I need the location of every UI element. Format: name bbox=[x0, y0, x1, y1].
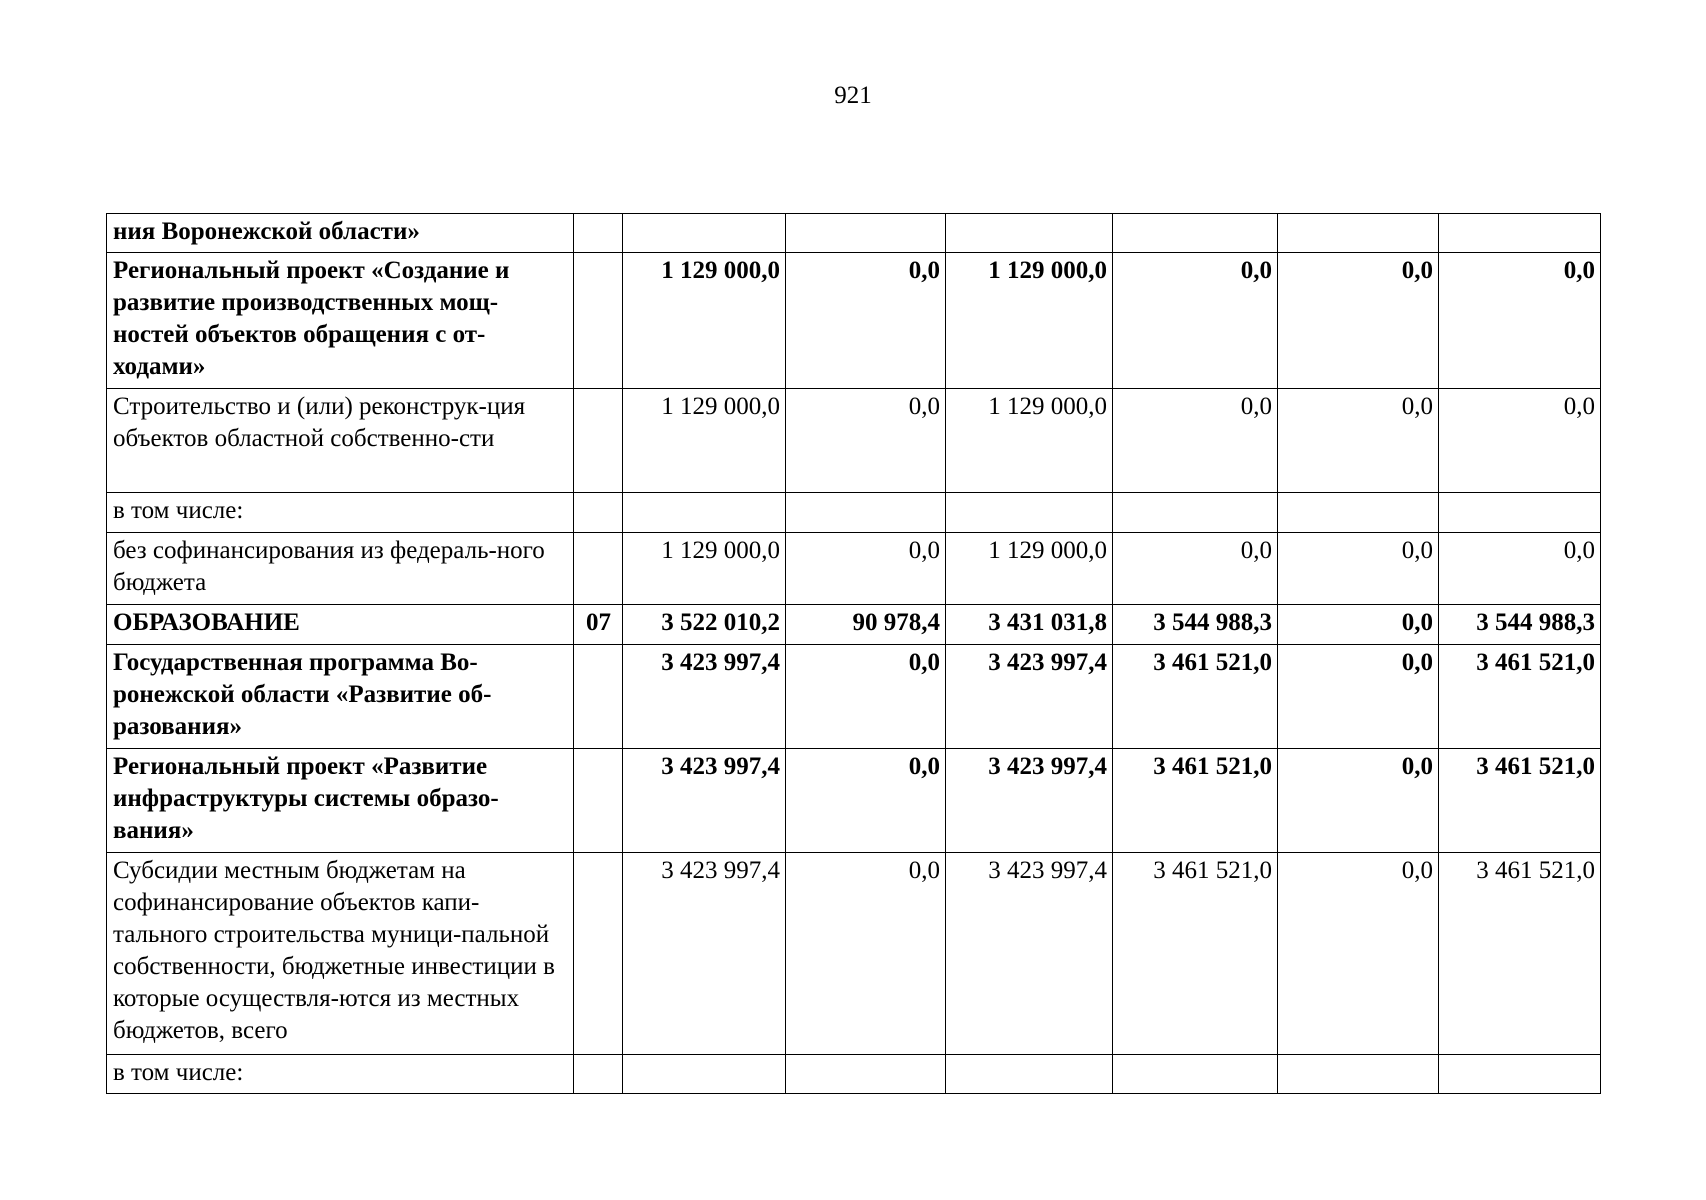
value-cell: 3 461 521,0 bbox=[1113, 645, 1278, 749]
table-row bbox=[107, 853, 1601, 1055]
table-row bbox=[107, 645, 1601, 749]
value-cell: 0,0 bbox=[786, 749, 946, 853]
value-cell: 3 522 010,2 bbox=[623, 605, 786, 645]
value-cell bbox=[1113, 493, 1278, 533]
value-cell bbox=[1113, 1055, 1278, 1094]
table-row bbox=[107, 389, 1601, 493]
value-cell bbox=[623, 493, 786, 533]
value-cell: 90 978,4 bbox=[786, 605, 946, 645]
value-cell: 0,0 bbox=[786, 853, 946, 1055]
section-code bbox=[574, 253, 623, 389]
value-cell bbox=[1278, 214, 1439, 253]
value-cell: 0,0 bbox=[1278, 645, 1439, 749]
section-code bbox=[574, 749, 623, 853]
value-cell: 0,0 bbox=[786, 253, 946, 389]
table-row bbox=[107, 214, 1601, 253]
value-cell bbox=[786, 1055, 946, 1094]
value-cell bbox=[946, 493, 1113, 533]
row-name: Субсидии местным бюджетам на софинансирование объектов капи-тального строительства муници-пальной собственности, бюджетные инвестиции в которые осуществля-ются из местных бюджетов, всего bbox=[107, 853, 574, 1055]
value-cell: 0,0 bbox=[1439, 253, 1601, 389]
value-cell: 0,0 bbox=[1113, 253, 1278, 389]
value-cell: 0,0 bbox=[1113, 389, 1278, 493]
row-name: Государственная программа Во-ронежской области «Развитие об-разования» bbox=[107, 645, 574, 749]
row-name: в том числе: bbox=[107, 493, 574, 533]
budget-table bbox=[106, 213, 1601, 1094]
value-cell: 0,0 bbox=[786, 533, 946, 605]
value-cell bbox=[946, 1055, 1113, 1094]
value-cell bbox=[946, 214, 1113, 253]
value-cell: 0,0 bbox=[1439, 533, 1601, 605]
value-cell: 3 423 997,4 bbox=[946, 749, 1113, 853]
value-cell bbox=[1439, 493, 1601, 533]
value-cell: 0,0 bbox=[1278, 605, 1439, 645]
value-cell: 0,0 bbox=[1439, 389, 1601, 493]
value-cell: 3 461 521,0 bbox=[1439, 645, 1601, 749]
section-code bbox=[574, 533, 623, 605]
value-cell: 1 129 000,0 bbox=[623, 253, 786, 389]
value-cell: 1 129 000,0 bbox=[623, 533, 786, 605]
value-cell: 0,0 bbox=[1278, 253, 1439, 389]
section-code bbox=[574, 493, 623, 533]
table-row bbox=[107, 605, 1601, 645]
value-cell: 3 461 521,0 bbox=[1439, 749, 1601, 853]
value-cell bbox=[786, 214, 946, 253]
value-cell: 0,0 bbox=[1278, 533, 1439, 605]
value-cell bbox=[1278, 1055, 1439, 1094]
page-number: 921 bbox=[834, 82, 872, 109]
value-cell bbox=[623, 1055, 786, 1094]
value-cell: 1 129 000,0 bbox=[623, 389, 786, 493]
section-code bbox=[574, 853, 623, 1055]
value-cell: 0,0 bbox=[1278, 853, 1439, 1055]
value-cell: 3 544 988,3 bbox=[1113, 605, 1278, 645]
table-row bbox=[107, 749, 1601, 853]
value-cell: 3 461 521,0 bbox=[1113, 853, 1278, 1055]
value-cell: 3 461 521,0 bbox=[1439, 853, 1601, 1055]
value-cell: 3 423 997,4 bbox=[623, 645, 786, 749]
section-code bbox=[574, 214, 623, 253]
value-cell: 3 423 997,4 bbox=[946, 645, 1113, 749]
value-cell bbox=[1113, 214, 1278, 253]
value-cell: 1 129 000,0 bbox=[946, 253, 1113, 389]
value-cell bbox=[623, 214, 786, 253]
row-name: Строительство и (или) реконструк-ция объектов областной собственно-сти bbox=[107, 389, 574, 493]
table-row bbox=[107, 533, 1601, 605]
section-code: 07 bbox=[574, 605, 623, 645]
value-cell: 1 129 000,0 bbox=[946, 533, 1113, 605]
value-cell bbox=[1439, 1055, 1601, 1094]
value-cell: 3 544 988,3 bbox=[1439, 605, 1601, 645]
value-cell: 0,0 bbox=[786, 389, 946, 493]
row-name: Региональный проект «Развитие инфраструктуры системы образо-вания» bbox=[107, 749, 574, 853]
row-name: в том числе: bbox=[107, 1055, 574, 1094]
value-cell: 3 423 997,4 bbox=[623, 749, 786, 853]
table-row bbox=[107, 493, 1601, 533]
value-cell bbox=[786, 493, 946, 533]
value-cell: 0,0 bbox=[786, 645, 946, 749]
row-name: ОБРАЗОВАНИЕ bbox=[107, 605, 574, 645]
value-cell: 3 423 997,4 bbox=[623, 853, 786, 1055]
table-row bbox=[107, 1055, 1601, 1094]
value-cell: 0,0 bbox=[1278, 749, 1439, 853]
value-cell: 0,0 bbox=[1113, 533, 1278, 605]
section-code bbox=[574, 389, 623, 493]
row-name: ния Воронежской области» bbox=[107, 214, 574, 253]
value-cell bbox=[1278, 493, 1439, 533]
row-name: Региональный проект «Создание и развитие производственных мощ-ностей объектов обращения с от-ходами» bbox=[107, 253, 574, 389]
section-code bbox=[574, 645, 623, 749]
value-cell: 3 431 031,8 bbox=[946, 605, 1113, 645]
value-cell: 1 129 000,0 bbox=[946, 389, 1113, 493]
value-cell: 3 423 997,4 bbox=[946, 853, 1113, 1055]
table-row bbox=[107, 253, 1601, 389]
row-name: без софинансирования из федераль-ного бюджета bbox=[107, 533, 574, 605]
value-cell bbox=[1439, 214, 1601, 253]
section-code bbox=[574, 1055, 623, 1094]
value-cell: 0,0 bbox=[1278, 389, 1439, 493]
value-cell: 3 461 521,0 bbox=[1113, 749, 1278, 853]
